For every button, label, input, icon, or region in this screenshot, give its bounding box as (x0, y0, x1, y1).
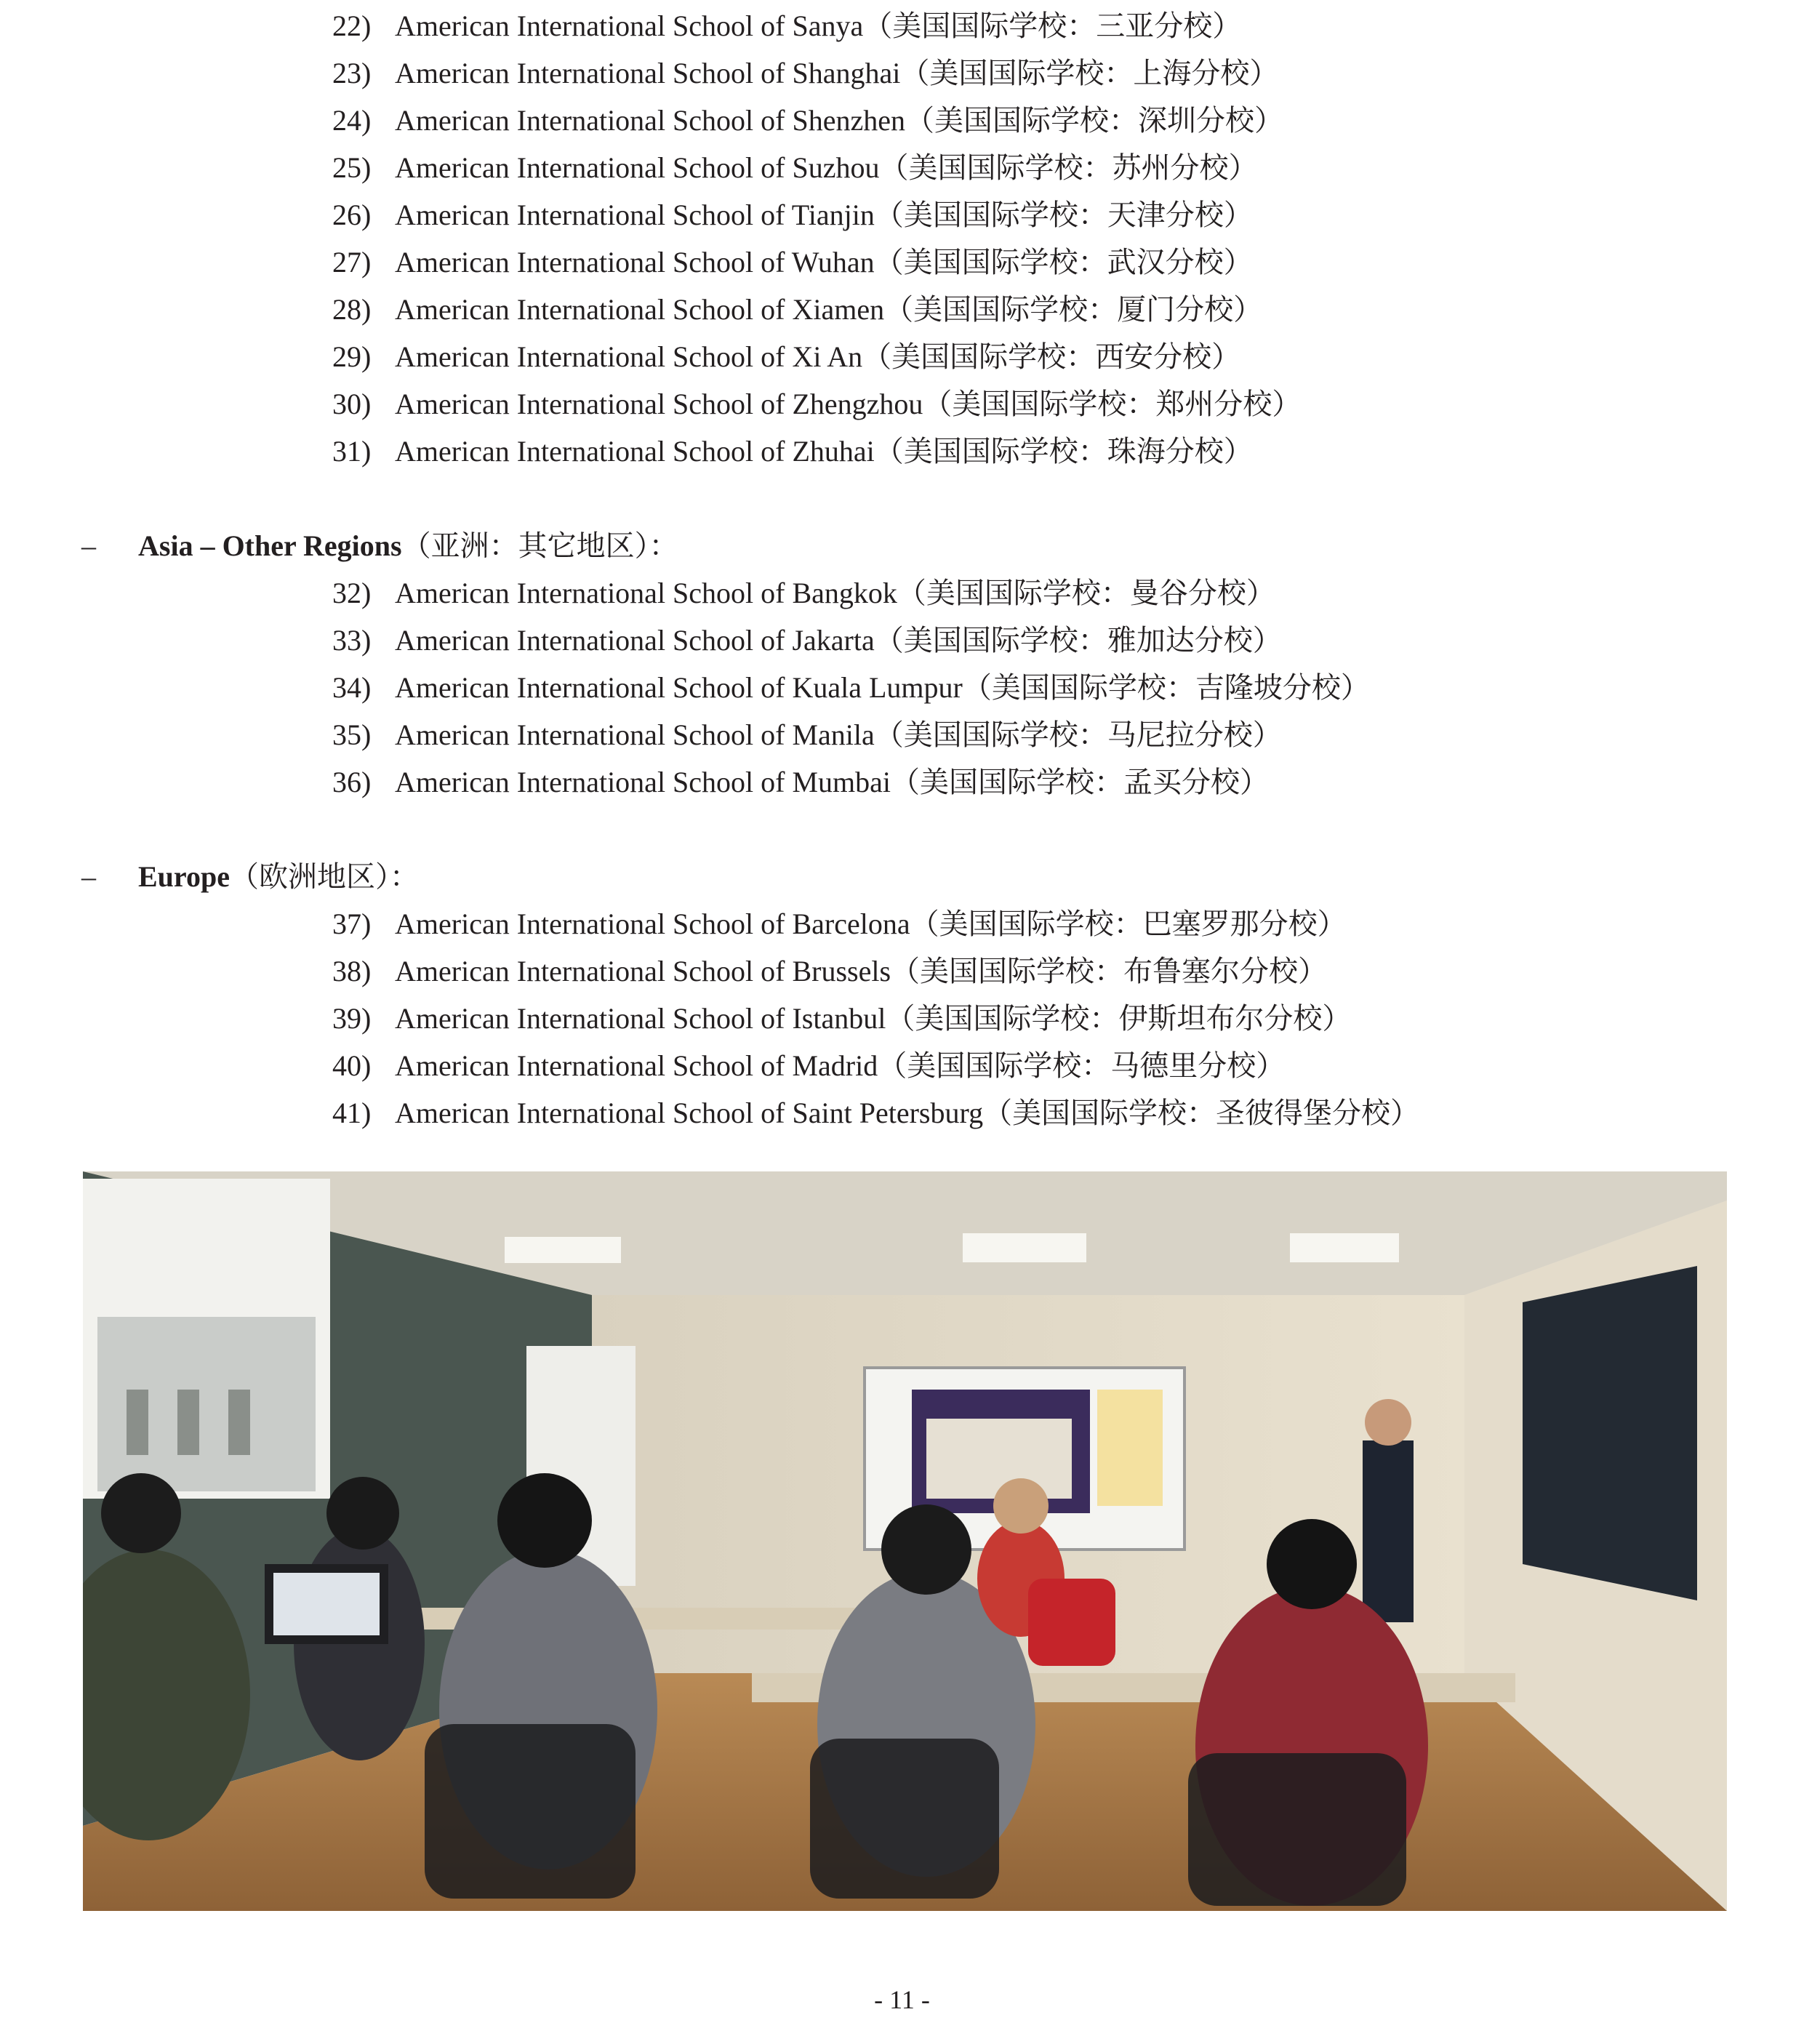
item-text: American International School of Zhuhai（美国国际学校：珠海分校） (395, 435, 1253, 468)
item-number: 25) (332, 151, 372, 184)
item-text: American International School of Shenzhen（美国国际学校：深圳分校） (395, 104, 1283, 137)
item-text: American International School of Istanbul（美国国际学校：伊斯坦布尔分校） (395, 1002, 1352, 1035)
item-number: 37) (332, 907, 372, 940)
list-item (332, 340, 1240, 374)
dash-bullet: – (81, 860, 96, 893)
item-text: American International School of Jakarta（美国国际学校：雅加达分校） (395, 624, 1282, 657)
section-heading-asia (81, 529, 678, 564)
item-number: 33) (332, 624, 372, 657)
item-number: 41) (332, 1097, 372, 1129)
item-number: 24) (332, 104, 372, 137)
list-item (332, 718, 1282, 753)
list-item (332, 245, 1253, 280)
classroom-photo-illustration (83, 1171, 1727, 1911)
item-text: American International School of Shanghai（美国国际学校：上海分校） (395, 57, 1279, 89)
section-title-zh: （亚洲：其它地区）： (401, 529, 678, 562)
list-item (332, 954, 1327, 989)
section-title-en: Asia – Other Regions (138, 529, 402, 562)
item-number: 34) (332, 671, 372, 704)
item-text: American International School of Suzhou（美国国际学校：苏州分校） (395, 151, 1258, 184)
list-item (332, 103, 1283, 138)
list-item (332, 576, 1275, 611)
item-text: American International School of Kuala Lumpur（美国国际学校：吉隆坡分校） (395, 671, 1370, 704)
item-number: 39) (332, 1002, 372, 1035)
item-number: 22) (332, 9, 372, 42)
item-number: 30) (332, 388, 372, 420)
item-number: 35) (332, 718, 372, 751)
list-item (332, 9, 1241, 44)
item-text: American International School of Madrid（美国国际学校：马德里分校） (395, 1049, 1286, 1082)
item-text: American International School of Saint Petersburg（美国国际学校：圣彼得堡分校） (395, 1097, 1420, 1129)
list-item (332, 1096, 1419, 1131)
section-heading-europe (81, 859, 419, 894)
list-item (332, 151, 1257, 185)
item-number: 23) (332, 57, 372, 89)
item-number: 36) (332, 766, 372, 798)
section-title-zh: （欧洲地区）： (229, 860, 419, 893)
item-text: American International School of Barcelona（美国国际学校：巴塞罗那分校） (395, 907, 1347, 940)
list-item (332, 434, 1253, 469)
section-title-en: Europe (138, 860, 230, 893)
item-text: American International School of Sanya（美国国际学校：三亚分校） (395, 9, 1242, 42)
item-number: 27) (332, 246, 372, 278)
list-item (332, 292, 1262, 327)
item-number: 28) (332, 293, 372, 326)
list-item (332, 1049, 1285, 1083)
item-number: 32) (332, 577, 372, 609)
list-item (332, 387, 1301, 422)
item-text: American International School of Bangkok（美国国际学校：曼谷分校） (395, 577, 1275, 609)
list-item (332, 56, 1278, 91)
item-text: American International School of Xiamen（美国国际学校：厦门分校） (395, 293, 1263, 326)
item-text: American International School of Tianjin（美国国际学校：天津分校） (395, 199, 1253, 231)
item-number: 38) (332, 955, 372, 987)
list-item (332, 198, 1253, 233)
list-item (332, 765, 1269, 800)
item-number: 26) (332, 199, 372, 231)
item-text: American International School of Zhengzhou（美国国际学校：郑州分校） (395, 388, 1302, 420)
item-text: American International School of Wuhan（美国国际学校：武汉分校） (395, 246, 1253, 278)
list-item (332, 623, 1282, 658)
classroom-photo (83, 1171, 1727, 1911)
list-item (332, 907, 1347, 942)
list-item (332, 1001, 1351, 1036)
item-number: 29) (332, 340, 372, 373)
list-item (332, 670, 1370, 705)
item-text: American International School of Mumbai（美国国际学校：孟买分校） (395, 766, 1270, 798)
item-number: 40) (332, 1049, 372, 1082)
item-text: American International School of Manila（美国国际学校：马尼拉分校） (395, 718, 1282, 751)
dash-bullet: – (81, 529, 96, 562)
page-number: - 11 - (874, 1985, 930, 2014)
item-number: 31) (332, 435, 372, 468)
item-text: American International School of Brussels（美国国际学校：布鲁塞尔分校） (395, 955, 1328, 987)
item-text: American International School of Xi An（美国国际学校：西安分校） (395, 340, 1241, 373)
